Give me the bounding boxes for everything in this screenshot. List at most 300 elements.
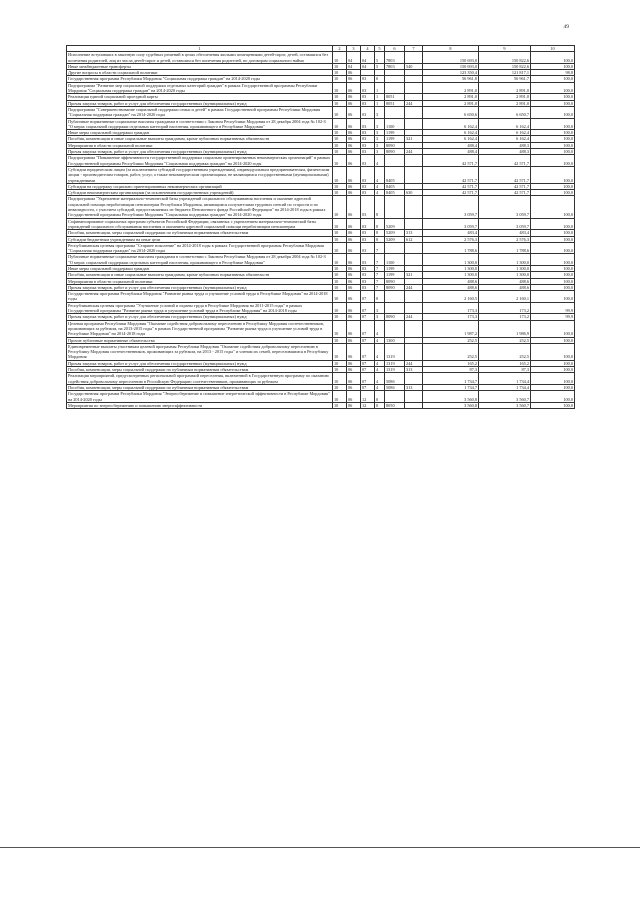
code-expense-type	[405, 218, 423, 230]
table-row	[67, 320, 575, 337]
code-section: 10	[333, 100, 347, 106]
code-subsection: 06	[347, 314, 361, 320]
code-program: 03	[361, 94, 375, 100]
execution-percent: 100,0	[531, 82, 575, 94]
execution-percent: 100,0	[531, 242, 575, 254]
code-program: 03	[361, 284, 375, 290]
executed-amount: 42 571,7	[479, 166, 531, 183]
column-header: 2	[333, 46, 347, 52]
row-name: Субсидии на поддержку социально ориентированных некоммерческих организаций	[67, 183, 333, 189]
executed-amount: 121 817,1	[479, 70, 531, 76]
table-row	[67, 196, 575, 218]
executed-amount: 6 162,4	[479, 136, 531, 142]
execution-percent: 100,0	[531, 402, 575, 408]
code-subprogram: 4	[375, 367, 385, 373]
column-header: 9	[479, 46, 531, 52]
code-expense-type: 244	[405, 149, 423, 155]
code-subsection: 06	[347, 106, 361, 118]
code-subprogram: 3	[375, 106, 385, 118]
code-program: 07	[361, 291, 375, 303]
code-expense-type: 612	[405, 236, 423, 242]
code-subprogram: 7	[375, 265, 385, 271]
code-expense-type	[405, 166, 423, 183]
execution-percent: 100,0	[531, 391, 575, 403]
execution-percent: 100,0	[531, 291, 575, 303]
code-program: 03	[361, 155, 375, 167]
plan-amount: 6 650,6	[423, 106, 479, 118]
execution-percent: 100,0	[531, 52, 575, 64]
code-section: 10	[333, 76, 347, 82]
table-row	[67, 106, 575, 118]
plan-amount: 1 734,7	[423, 384, 479, 390]
code-program: 03	[361, 142, 375, 148]
code-subprogram: 0	[375, 76, 385, 82]
plan-amount: 483,4	[423, 230, 479, 236]
code-target: 1319	[385, 367, 405, 373]
code-section: 10	[333, 272, 347, 278]
code-subprogram: 8	[375, 196, 385, 218]
executed-amount: 488,6	[479, 278, 531, 284]
code-section: 10	[333, 236, 347, 242]
execution-percent: 100,0	[531, 360, 575, 366]
row-name: Реализация единой социальной проездной карты	[67, 94, 333, 100]
code-expense-type: 244	[405, 360, 423, 366]
execution-percent: 100,0	[531, 149, 575, 155]
code-section: 10	[333, 142, 347, 148]
code-subsection: 04	[347, 63, 361, 69]
execution-percent: 100,0	[531, 265, 575, 271]
code-subprogram: 5	[375, 52, 385, 64]
code-program: 03	[361, 190, 375, 196]
code-subsection: 06	[347, 265, 361, 271]
code-target: 1300	[385, 337, 405, 343]
code-subsection: 06	[347, 242, 361, 254]
code-program: 07	[361, 314, 375, 320]
code-subprogram: 1	[375, 82, 385, 94]
code-section: 10	[333, 360, 347, 366]
code-program: 03	[361, 242, 375, 254]
plan-amount: 1 987,2	[423, 320, 479, 337]
executed-amount: 42 571,7	[479, 190, 531, 196]
code-subsection: 06	[347, 149, 361, 155]
code-program: 07	[361, 384, 375, 390]
code-subsection: 06	[347, 291, 361, 303]
code-subprogram: 4	[375, 384, 385, 390]
code-subprogram: 4	[375, 320, 385, 337]
code-target: 8405	[385, 190, 405, 196]
code-target: 5209	[385, 230, 405, 236]
plan-amount: 252,5	[423, 337, 479, 343]
plan-amount: 42 571,7	[423, 166, 479, 183]
execution-percent: 100,0	[531, 155, 575, 167]
code-section: 10	[333, 230, 347, 236]
code-subprogram: 8	[375, 218, 385, 230]
code-subsection: 06	[347, 367, 361, 373]
code-subprogram: 7	[375, 254, 385, 266]
row-name: Прочая закупка товаров, работ и услуг для обеспечения государственных (муниципальных) нужд	[67, 149, 333, 155]
code-subprogram: 3	[375, 302, 385, 314]
code-program: 03	[361, 254, 375, 266]
row-name: Мероприятия по энергосбережению и повышению энергоэффективности	[67, 402, 333, 408]
code-section: 10	[333, 82, 347, 94]
code-expense-type	[405, 373, 423, 385]
execution-percent: 100,0	[531, 367, 575, 373]
code-subprogram: 4	[375, 373, 385, 385]
row-name: Субсидии юридическим лицам (за исключением субсидий государственным учреждениям), индивидуальным предпринимателям, физическим лицам - производителям товаров, работ, услуг, а также некоммерческим организациям, не являющимся государственными (муниципальными) учреждениями	[67, 166, 333, 183]
code-subprogram: 3	[375, 136, 385, 142]
plan-amount: 150 693,0	[423, 52, 479, 64]
code-program: 03	[361, 130, 375, 136]
code-section: 10	[333, 284, 347, 290]
executed-amount: 173,2	[479, 302, 531, 314]
row-name: Государственная программа Республики Мордовия "Энергосбережение и повышение энергетической эффективности в Республике Мордовия" на 2014-2020 годы	[67, 391, 333, 403]
code-target: 5209	[385, 236, 405, 242]
code-subprogram: 3	[375, 142, 385, 148]
code-subprogram: 0	[375, 391, 385, 403]
code-program: 07	[361, 320, 375, 337]
plan-amount: 6 162,4	[423, 118, 479, 130]
code-subprogram: 0	[375, 291, 385, 303]
plan-amount: 3 560,8	[423, 402, 479, 408]
code-subsection: 06	[347, 196, 361, 218]
plan-amount: 56 961,8	[423, 76, 479, 82]
execution-percent: 100,0	[531, 100, 575, 106]
executed-amount: 3 560,7	[479, 402, 531, 408]
plan-amount: 488,6	[423, 284, 479, 290]
code-subsection: 06	[347, 360, 361, 366]
code-expense-type	[405, 52, 423, 64]
code-section: 10	[333, 402, 347, 408]
code-target: 7803	[385, 52, 405, 64]
code-subsection: 06	[347, 218, 361, 230]
row-name: Иные меры социальной поддержки граждан	[67, 265, 333, 271]
row-name: Пособия, компенсации, меры социальной поддержки по публичным нормативным обязательствам	[67, 367, 333, 373]
code-program: 07	[361, 302, 375, 314]
execution-percent: 100,0	[531, 343, 575, 360]
executed-amount: 483,4	[479, 230, 531, 236]
column-header: 3	[347, 46, 361, 52]
table-row	[67, 242, 575, 254]
code-target: 1100	[385, 118, 405, 130]
row-name: Целевая программа Республики Мордовия "Оказание содействия добровольному переселению в Республику Мордовия соотечественников, проживающих за рубежом, на 2013-2015 годы" в рамках Государственной программы "Развитие рынка труда и улучшение условий труда в Республике Мордовия" на 2014-2018 годы	[67, 320, 333, 337]
row-name: Прочая закупка товаров, работ и услуг для обеспечения государственных (муниципальных) нужд	[67, 100, 333, 106]
code-subprogram: 4	[375, 166, 385, 183]
code-subprogram: 5	[375, 63, 385, 69]
plan-amount: 1 788,6	[423, 242, 479, 254]
code-subsection: 06	[347, 343, 361, 360]
code-program: 03	[361, 82, 375, 94]
code-program: 03	[361, 272, 375, 278]
code-expense-type	[405, 196, 423, 218]
execution-percent: 100,0	[531, 166, 575, 183]
code-expense-type: 540	[405, 63, 423, 69]
execution-percent: 100,0	[531, 183, 575, 189]
code-target: 8090	[385, 149, 405, 155]
executed-amount: 42 571,7	[479, 155, 531, 167]
code-program: 03	[361, 100, 375, 106]
code-target	[385, 320, 405, 337]
table-row	[67, 302, 575, 314]
table-row	[67, 402, 575, 408]
execution-percent: 100,0	[531, 218, 575, 230]
plan-amount: 42 571,7	[423, 155, 479, 167]
row-name: Пособия, компенсации и иные социальные выплаты гражданам, кроме публичных нормативных обязательств	[67, 272, 333, 278]
code-target: 8090	[385, 142, 405, 148]
execution-percent: 99,9	[531, 302, 575, 314]
code-expense-type: 313	[405, 384, 423, 390]
execution-percent: 100,0	[531, 278, 575, 284]
executed-amount: 1 300,0	[479, 265, 531, 271]
code-target: 7803	[385, 63, 405, 69]
code-target: 1100	[385, 254, 405, 266]
plan-amount: 3 560,8	[423, 391, 479, 403]
code-subsection: 06	[347, 373, 361, 385]
code-target	[385, 302, 405, 314]
plan-amount: 123 350,4	[423, 70, 479, 76]
code-subprogram: 4	[375, 360, 385, 366]
plan-amount: 42 571,7	[423, 190, 479, 196]
executed-amount: 6 162,4	[479, 118, 531, 130]
code-section: 10	[333, 320, 347, 337]
code-section: 10	[333, 63, 347, 69]
plan-amount: 2 891,0	[423, 82, 479, 94]
executed-amount: 2 891,0	[479, 82, 531, 94]
executed-amount: 488,3	[479, 149, 531, 155]
code-expense-type: 321	[405, 136, 423, 142]
code-program: 07	[361, 343, 375, 360]
plan-amount: 42 571,7	[423, 183, 479, 189]
code-subsection: 06	[347, 320, 361, 337]
code-target: 5086	[385, 384, 405, 390]
code-target: 1319	[385, 360, 405, 366]
code-program: 03	[361, 166, 375, 183]
code-program: 03	[361, 230, 375, 236]
code-program: 03	[361, 278, 375, 284]
execution-percent: 100,0	[531, 236, 575, 242]
executed-amount: 87,3	[479, 367, 531, 373]
code-subprogram: 8	[375, 236, 385, 242]
code-subsection: 06	[347, 337, 361, 343]
code-subsection: 06	[347, 142, 361, 148]
plan-amount: 150 693,0	[423, 63, 479, 69]
execution-percent: 100,0	[531, 230, 575, 236]
code-program: 03	[361, 265, 375, 271]
executed-amount: 3 059,7	[479, 218, 531, 230]
column-header: 5	[375, 46, 385, 52]
table-row	[67, 118, 575, 130]
plan-amount: 6 162,4	[423, 130, 479, 136]
row-name: Публичные нормативные социальные выплаты гражданам в соответствии с Законом Республики Мордовия от 28 декабря 2004 года № 102-З "О мерах социальной поддержки отдельных категорий населения, проживающего в Республике Мордовия"	[67, 254, 333, 266]
code-program: 03	[361, 136, 375, 142]
plan-amount: 1 300,0	[423, 265, 479, 271]
code-section: 10	[333, 166, 347, 183]
code-program: 12	[361, 402, 375, 408]
row-name: Прочая закупка товаров, работ и услуг для обеспечения государственных (муниципальных) нужд	[67, 284, 333, 290]
row-name: Иные межбюджетные трансферты	[67, 63, 333, 69]
plan-amount: 1 300,0	[423, 254, 479, 266]
code-program: 07	[361, 337, 375, 343]
executed-amount: 1 300,0	[479, 254, 531, 266]
code-target	[385, 291, 405, 303]
code-expense-type	[405, 402, 423, 408]
executed-amount: 6 650,7	[479, 106, 531, 118]
plan-amount: 488,6	[423, 278, 479, 284]
execution-percent: 100,0	[531, 142, 575, 148]
code-section: 10	[333, 155, 347, 167]
execution-percent: 100,0	[531, 130, 575, 136]
table-row	[67, 166, 575, 183]
executed-amount: 2 576,3	[479, 236, 531, 242]
code-subsection: 06	[347, 183, 361, 189]
code-target	[385, 106, 405, 118]
code-target: 1199	[385, 136, 405, 142]
code-subsection: 06	[347, 76, 361, 82]
code-expense-type	[405, 254, 423, 266]
row-name: Прочая закупка товаров, работ и услуг для обеспечения государственных (муниципальных) нужд	[67, 360, 333, 366]
code-expense-type	[405, 343, 423, 360]
code-target	[385, 242, 405, 254]
code-target: 1199	[385, 130, 405, 136]
executed-amount: 252,5	[479, 343, 531, 360]
code-subsection: 06	[347, 254, 361, 266]
code-subsection: 06	[347, 166, 361, 183]
code-subprogram: 0	[375, 402, 385, 408]
code-target: 8090	[385, 314, 405, 320]
executed-amount: 1 300,0	[479, 272, 531, 278]
execution-percent: 100,0	[531, 190, 575, 196]
code-subsection: 04	[347, 52, 361, 64]
code-subprogram: 7	[375, 242, 385, 254]
row-name: Подпрограмма "Развитие мер социальной поддержки отдельных категорий граждан" в рамках Государственной программы Республики Мордовия "Социальная поддержка граждан" на 2014-2020 годы	[67, 82, 333, 94]
execution-percent: 100,0	[531, 284, 575, 290]
table-row	[67, 82, 575, 94]
code-program: 03	[361, 149, 375, 155]
executed-amount: 2 160,1	[479, 291, 531, 303]
table-row	[67, 343, 575, 360]
code-target: 8051	[385, 94, 405, 100]
code-program: 03	[361, 106, 375, 118]
execution-percent: 100,0	[531, 94, 575, 100]
executed-amount: 150 822,6	[479, 63, 531, 69]
executed-amount: 150 822,6	[479, 52, 531, 64]
code-section: 10	[333, 254, 347, 266]
column-header: 6	[385, 46, 405, 52]
column-header: 4	[361, 46, 375, 52]
row-name: Единовременные выплаты участникам целевой программы Республики Мордовия "Оказание содействия добровольному переселению в Республику Мордовия соотечественников, проживающих за рубежом, на 2013 - 2015 годы" и членам их семей, переселившимся в Республику Мордовия	[67, 343, 333, 360]
plan-amount: 2 891,0	[423, 100, 479, 106]
executed-amount: 2 891,0	[479, 100, 531, 106]
code-expense-type: 244	[405, 314, 423, 320]
executed-amount: 488,3	[479, 142, 531, 148]
code-section: 10	[333, 278, 347, 284]
code-program: 03	[361, 236, 375, 242]
plan-amount: 3 059,7	[423, 196, 479, 218]
code-target	[385, 82, 405, 94]
execution-percent: 100,0	[531, 196, 575, 218]
row-name: Иные меры социальной поддержки граждан	[67, 130, 333, 136]
table-row	[67, 291, 575, 303]
code-section: 10	[333, 265, 347, 271]
plan-amount: 87,3	[423, 367, 479, 373]
code-section: 10	[333, 190, 347, 196]
code-subsection: 06	[347, 82, 361, 94]
executed-amount: 1 734,4	[479, 373, 531, 385]
code-subsection: 06	[347, 100, 361, 106]
code-subsection: 06	[347, 302, 361, 314]
execution-percent: 100,0	[531, 136, 575, 142]
row-name: Государственная программа Республики Мордовия "Развитие рынка труда и улучшение условий труда в Республике Мордовия" на 2014-2018 годы	[67, 291, 333, 303]
code-subprogram: 3	[375, 118, 385, 130]
row-name: Мероприятия в области социальной политики	[67, 142, 333, 148]
code-section: 10	[333, 337, 347, 343]
code-program: 07	[361, 360, 375, 366]
code-expense-type	[405, 291, 423, 303]
code-subprogram: 3	[375, 130, 385, 136]
code-subprogram: 3	[375, 149, 385, 155]
code-target	[385, 391, 405, 403]
code-subsection: 06	[347, 155, 361, 167]
code-expense-type	[405, 242, 423, 254]
column-header: 7	[405, 46, 423, 52]
table-body	[67, 52, 575, 409]
execution-percent: 99,9	[531, 314, 575, 320]
table-row	[67, 254, 575, 266]
plan-amount: 1 300,0	[423, 272, 479, 278]
code-subsection: 06	[347, 402, 361, 408]
executed-amount: 173,2	[479, 314, 531, 320]
code-expense-type: 630	[405, 190, 423, 196]
code-expense-type: 321	[405, 272, 423, 278]
code-expense-type	[405, 391, 423, 403]
code-subprogram: 4	[375, 190, 385, 196]
code-subsection: 06	[347, 190, 361, 196]
execution-percent: 100,0	[531, 337, 575, 343]
code-subprogram: 4	[375, 183, 385, 189]
code-program: 03	[361, 183, 375, 189]
code-target: 1319	[385, 343, 405, 360]
code-expense-type	[405, 118, 423, 130]
code-expense-type	[405, 320, 423, 337]
executed-amount: 3 560,7	[479, 391, 531, 403]
plan-amount: 2 576,3	[423, 236, 479, 242]
execution-percent: 100,0	[531, 254, 575, 266]
code-section: 10	[333, 218, 347, 230]
row-name: Подпрограмма "Совершенствование социальной поддержки семьи и детей" в рамках Государственной программы Республики Мордовия "Социальная поддержка граждан" на 2014-2020 годы	[67, 106, 333, 118]
code-target: 8090	[385, 284, 405, 290]
plan-amount: 252,5	[423, 343, 479, 360]
code-program: 04	[361, 63, 375, 69]
row-name: Пособия, компенсации, меры социальной поддержки по публичным нормативным обязательствам	[67, 384, 333, 390]
column-header: 10	[531, 46, 575, 52]
row-name: Государственная программа Республики Мордовия "Социальная поддержка граждан" на 2014-2020 годы	[67, 76, 333, 82]
code-section: 10	[333, 118, 347, 130]
code-section: 10	[333, 242, 347, 254]
code-subprogram: 1	[375, 100, 385, 106]
code-program: 03	[361, 118, 375, 130]
table-row	[67, 218, 575, 230]
table-row	[67, 52, 575, 64]
row-name: Исполнение вступивших в законную силу судебных решений в целях обеспечения жилыми помещениями детей-сирот, детей, оставшихся без попечения родителей, лиц из числа детей-сирот и детей, оставшихся без попечения родителей, по договорам социального найма	[67, 52, 333, 64]
code-target: 5086	[385, 373, 405, 385]
code-subsection: 06	[347, 70, 361, 76]
code-section: 10	[333, 183, 347, 189]
row-name: Другие вопросы в области социальной политики	[67, 70, 333, 76]
row-name: Республиканская целевая программа "Старшее поколение" на 2014-2018 годы в рамках Государственной программы Республики Мордовия "Социальная поддержка граждан" на 2014-2020 годы	[67, 242, 333, 254]
code-target: 8090	[385, 278, 405, 284]
row-name: Публичные нормативные социальные выплаты гражданам в соответствии с Законом Республики Мордовия от 28 декабря 2004 года № 102-З "О мерах социальной поддержки отдельных категорий населения, проживающего в Республике Мордовия"	[67, 118, 333, 130]
executed-amount: 2 891,0	[479, 94, 531, 100]
code-subprogram: 4	[375, 343, 385, 360]
